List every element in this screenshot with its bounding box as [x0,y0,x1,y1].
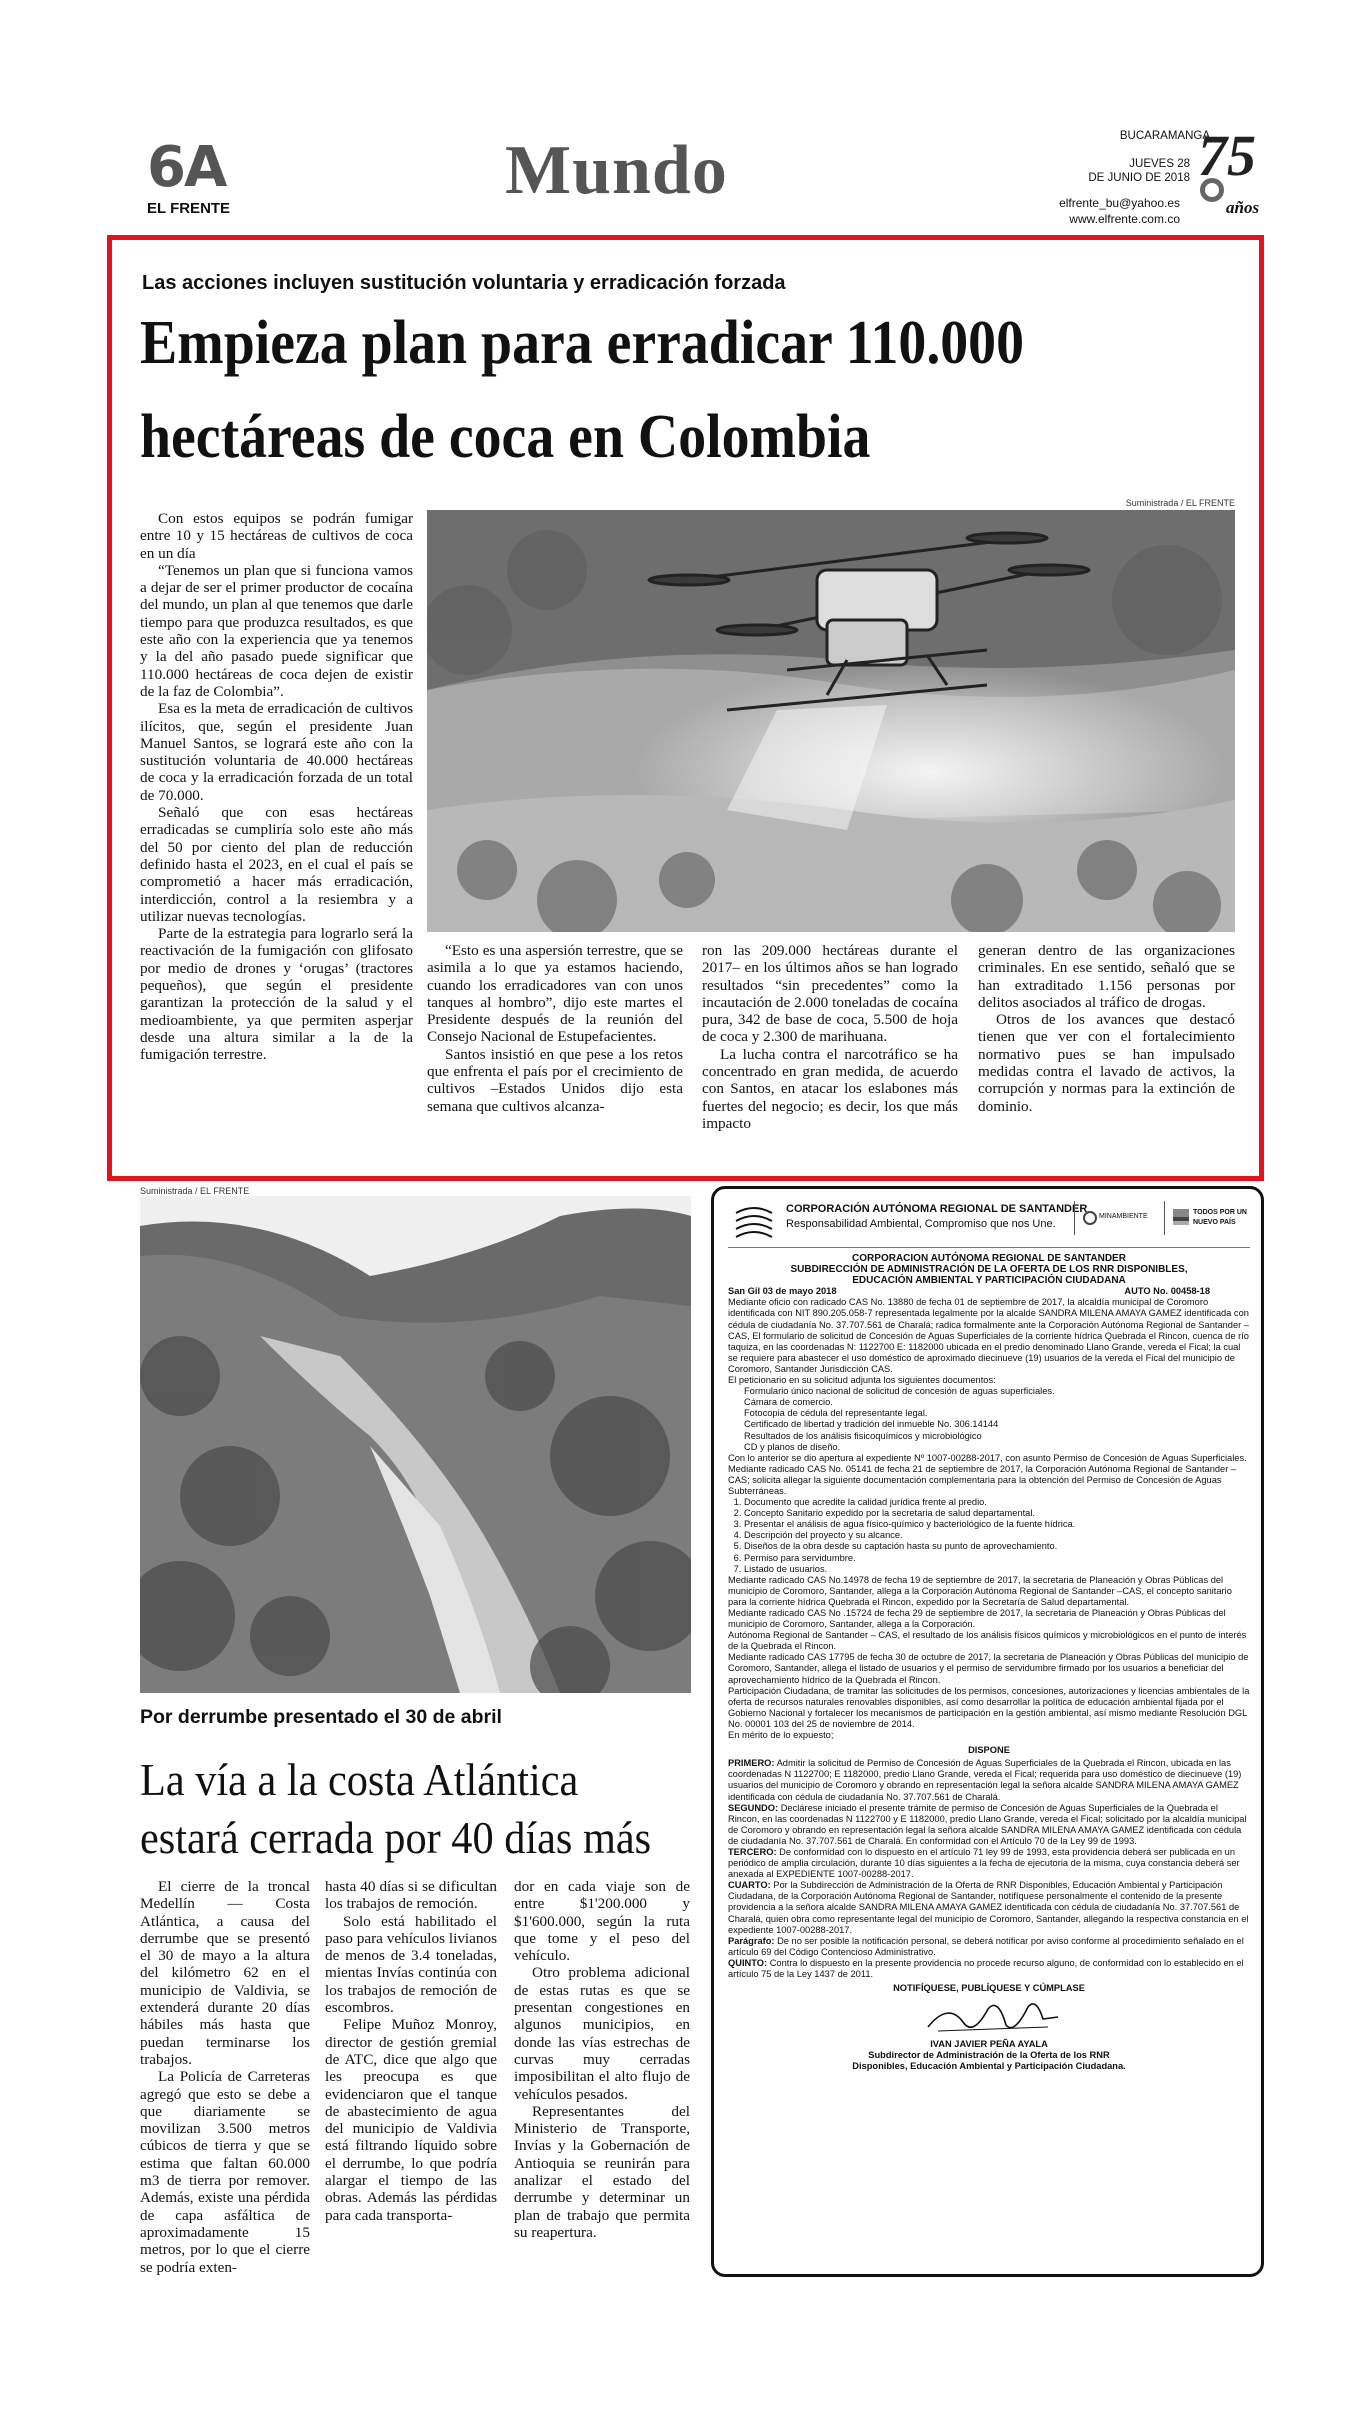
article2-column-2 [325,1878,497,2224]
article1-headline-line1: Empieza plan para erradicar 110.000 [140,309,1024,377]
list-item: CD y planos de diseño. [744,1441,841,1452]
article1-headline-line2: hectáreas de coca en Colombia [140,403,871,471]
notice-article [728,1958,1250,1980]
list-item: Fotocopia de cédula del representante legal. [744,1408,928,1419]
minambiente-icon [1083,1211,1097,1225]
article-text: Declárese iniciado el presente trámite de permiso de Concesión de Aguas Superficiales de la Quebrada el Rincon, en las coordenadas N 1122700 y E 1182000, predio Llano Grande, vereda el Fical; solicitado por la alcaldía municipal de Coromoro y obrando en representación legal la señora alcalde SANDRA MILENA AMAYA GAMEZ identificada con cédula de ciudadanía No. 37.707.561 de Charalá. En conformidad con el Artículo 70 de la Ley 99 de 1993. [728,1802,1247,1846]
notice-paragraph: Mediante oficio con radicado CAS No. 13880 de fecha 01 de septiembre de 2017, la alcaldía municipal de Coromoro identificada con NIT 890.205.058-7 representada legalmente por la alcalde SANDRA MILENA AMAYA GAMEZ identificada con cédula de ciudadanía No. 37.707.561 de Charalá; radica formalmente ante la Corporación Autónoma Regional de Santander –CAS, El formulario de solicitud de Concesión de Aguas Superficiales de la corriente hídrica Quebrada el Rincon, cuenca de río taquiza, en las coordenadas N: 1122700 E: 1182000 ubicada en el predio denominado Llano Grande, vereda el Fical; la cual se requiere para abastecer el uso doméstico de aproximado diecinueve (19) usuarios de la vereda el Fical del municipio de Coromoro, Santander Jurisdicción CAS. [728,1297,1249,1374]
notice-closing: NOTIFÍQUESE, PUBLÍQUESE Y CÚMPLASE [893,1983,1085,1994]
paragraph: dor en cada viaje son de entre $1'200.000 y $1'600.000, según la ruta que tome y el peso del vehículo. [514,1878,690,1965]
header-divider [728,1247,1250,1248]
article2-column-1 [140,1878,310,2276]
notice-dispone: DISPONE [968,1745,1010,1756]
paragraph: Otros de los avances que destacó tienen que ver con el fortalecimiento normativo pues se han impulsado medidas contra el lavado de activos, la corrupción y normas para la extinción de dominio. [978,1011,1235,1115]
article1-column-4 [978,942,1235,1115]
section-title: Mundo [505,132,728,209]
minambiente-label: MINAMBIENTE [1099,1213,1148,1220]
photo-credit: Suministrada / EL FRENTE [140,1186,250,1196]
paragraph: Felipe Muñoz Monroy, director de gestión gremial de ATC, dice que algo que les preocupa es que evidenciaron que el tanque de abastecimiento de agua del municipio de Valdivia está filtrando líquido sobre el derrumbe, lo que podría alargar el tiempo de las obras. Además las pérdidas para cada transporta- [325,2016,497,2224]
list-item: 4. Descripción del proyecto y su alcance. [744,1530,1250,1541]
article-label: PRIMERO: [728,1758,775,1769]
masthead-date-1: JUEVES 28 [1129,158,1190,170]
drone-photo [427,510,1235,932]
notice-auto-number: AUTO No. 00458-18 [1124,1286,1210,1297]
notice-paragraph: Participación Ciudadana, de tramitar las solicitudes de los permisos, concesiones, autorizaciones y licencias ambientales de la oferta de recursos naturales renovables disponibles, así como desarrollar la política de educación ambiental fijada por el Gobierno Nacional y fortalecer los mecanismos de participación en la gestión ambiental, así mismo mediante Resolución DGL No. 00001 103 del 25 de noviembre de 2014. [728,1685,1250,1729]
todos-por-un-nuevo-pais-logo [1164,1201,1254,1235]
notice-signer-title-2: Disponibles, Educación Ambiental y Participación Ciudadana. [852,2061,1126,2072]
landslide-photo-illustration [140,1196,691,1693]
flag-icon [1173,1209,1189,1225]
article2-headline-line2: estará cerrada por 40 días más [140,1812,652,1863]
signature-icon [918,1997,1068,2039]
paragraph: Esa es la meta de erradicación de cultivos ilícitos, que, según el presidente Juan Manuel Santos, se logrará este año con la sustitución voluntaria de 40.000 hectáreas de coca y la erradicación forzada de un total de 70.000. [140,700,413,804]
article-label: TERCERO: [728,1846,777,1857]
article-label: Parágrafo: [728,1935,775,1946]
article-label: CUARTO: [728,1880,771,1891]
notice-heading-2: SUBDIRECCIÓN DE ADMINISTRACIÓN DE LA OFERTA DE LOS RNR DISPONIBLES, [790,1264,1188,1276]
notice-paragraph: Con lo anterior se dio apertura al expediente Nº 1007-00288-2017, con asunto Permiso de Concesión de Aguas Superficiales. [728,1452,1247,1463]
masthead-email: elfrente_bu@yahoo.es [1059,196,1180,210]
notice-date-row [728,1286,1250,1297]
masthead-date-2: DE JUNIO DE 2018 [1088,172,1190,184]
paragraph: ron las 209.000 hectáreas durante el 2017– en los últimos años se han logrado resultados “sin precedentes” como la incautación de 2.000 toneladas de cocaína pura, 342 de base de coca, 5.500 de hoja de coca y 2.300 de marihuana. [702,942,958,1046]
article-text: Por la Subdirección de Administración de la Oferta de RNR Disponibles, Educación Ambiental y Participación Ciudadana, de la Corporación Autónoma Regional de Santander, notifíquese personalmente el contenido de la presente providencia a la señora alcalde SANDRA MILENA AMAYA GAMEZ identificada con cédula de ciudadanía No. 37.707.561 de Charalá, quien obra como representante legal del municipio de Coromoro, Santander, allegando la respectiva constancia en el expediente 1007-00288-2017. [728,1880,1249,1935]
article-text: De conformidad con lo dispuesto en el artículo 71 ley 99 de 1993, esta providencia deberá ser publicada en un periódico de amplia circulación, durante 10 días siguientes a la fecha de ejecutoria de la misma, cuya constancia deberá ser anexada al EXPEDIENTE 1007-00288-2017. [728,1846,1240,1880]
list-item: 7. Listado de usuarios. [744,1564,1250,1575]
paragraph: La Policía de Carreteras agregó que esto se debe a que diariamente se movilizan 3.500 metros cúbicos de tierra y que se estima que faltan 60.000 m3 de tierra por remover. Además, existe una pérdida de capa asfáltica de aproximadamente 15 metros, por lo que el cierre se podría exten- [140,2068,310,2276]
notice-requirements-list [744,1497,1250,1575]
anniversary-logo [1192,123,1274,218]
article-text: Contra lo dispuesto en la presente providencia no procede recurso alguno, de conformidad con lo establecido en el artículo 75 de la Ley 1437 de 2011. [728,1957,1244,1979]
list-item: Certificado de libertad y tradición del inmueble No. 306.14144 [744,1419,999,1430]
notice-paragraph: Mediante radicado CAS 17795 de fecha 30 de octubre de 2017, la secretaria de Planeación y Obras Públicas del municipio de Coromoro, Santander, allega el listado de usuarios y el permiso de servidumbre firmado por los usuarios a beneficiar del aprovechamiento hídrico de la Quebrada el Rincon. [728,1652,1249,1685]
article1-column-1 [140,510,413,1064]
masthead-city: BUCARAMANGA [1119,130,1210,142]
notice-signer-title-1: Subdirector de Administración de la Oferta de los RNR [868,2050,1110,2061]
list-item: 2. Concepto Sanitario expedido por la secretaria de salud departamental. [744,1508,1250,1519]
notice-article [728,1880,1250,1935]
notice-paragraph: El peticionario en su solicitud adjunta los siguientes documentos: [728,1375,996,1386]
article2-kicker: Por derrumbe presentado el 30 de abril [140,1706,502,1728]
paragraph: “Tenemos un plan que si funciona vamos a dejar de ser el primer productor de cocaína del mundo, un plan al que tenemos que darle tiempo para que produzca resultados, es que este año con la experiencia que ya tenemos y la del año pasado puede significar que 110.000 hectáreas de coca dejen de existir de la faz de Colombia”. [140,561,413,700]
notice-slogan: Responsabilidad Ambiental, Compromiso que nos Une. [786,1218,1056,1230]
notice-heading-3: EDUCACIÓN AMBIENTAL Y PARTICIPACIÓN CIUDADANA [852,1275,1126,1287]
paragraph: hasta 40 días si se dificultan los trabajos de remoción. [325,1878,497,1913]
anniversary-number: 75 [1198,123,1256,188]
anniversary-circle-icon [1200,178,1224,202]
page-number: 6A [147,135,226,200]
notice-paragraph: Mediante radicado CAS No .15724 de fecha 29 de septiembre de 2017, la secretaria de Planeación y Obras Públicas del municipio de Coromoro, Santander, allega a la Corporación. [728,1608,1226,1630]
list-item: Resultados de los análisis fisicoquímicos y microbiológico [744,1430,982,1441]
notice-article [728,1803,1250,1847]
article-label: SEGUNDO: [728,1802,779,1813]
paragraph: Parte de la estrategia para lograrlo será la reactivación de la fumigación con glifosato por medio de drones y ‘orugas’ (tractores pequeños), que según el presidente garantizan la protección de la salud y el medioambiente, ya que permiten asperjar desde una altura similar a la de la fumigación terrestre. [140,925,413,1064]
drone-photo-illustration [427,510,1235,932]
article-text: De no ser posible la notificación personal, se deberá notificar por aviso conforme al procedimiento señalado en el artículo 69 del Código Contencioso Administrativo. [728,1935,1244,1957]
logo-line-1: TODOS POR UN [1193,1209,1247,1216]
notice-document-list [744,1386,1250,1453]
legal-notice-box [711,1186,1264,2277]
notice-article [728,1758,1250,1802]
cas-logo-icon [732,1203,776,1243]
minambiente-logo [1074,1201,1156,1235]
logo-line-2: NUEVO PAÍS [1193,1219,1236,1226]
paragraph: El cierre de la troncal Medellín — Costa Atlántica, a causa del derrumbe que se presentó el 30 de mayo a la altura del kilómetro 62 en el municipio de Valdivia, se extenderá durante 20 días hábiles más hasta que puedan terminarse los trabajos. [140,1878,310,2068]
article1-column-3 [702,942,958,1132]
notice-paragraph: Mediante radicado CAS No.14978 de fecha 19 de septiembre de 2017, la secretaria de Planeación y Obras Públicas del municipio de Coromoro, Santander, allega a la Corporación Autónoma Regional de Santander –CAS, el concepto sanitario para la corriente hídrica Quebrada el Rincon, expedido por la Secretaría de Salud departamental. [728,1574,1232,1607]
notice-date: San Gil 03 de mayo 2018 [728,1286,837,1297]
list-item: 1. Documento que acredite la calidad jurídica frente al predio. [744,1497,1250,1508]
list-item: Formulario único nacional de solicitud de concesión de aguas superficiales. [744,1386,1055,1397]
paragraph: Solo está habilitado el paso para vehículos livianos de menos de 3.4 toneladas, mientas Invías continúa con los trabajos de remoción de escombros. [325,1912,497,2017]
paragraph: La lucha contra el narcotráfico se ha concentrado en gran medida, de acuerdo con Santos, en atacar los eslabones más fuertes del negocio; es decir, los que más impacto [702,1045,958,1132]
notice-signer: IVAN JAVIER PEÑA AYALA [930,2039,1048,2050]
photo-credit: Suministrada / EL FRENTE [1125,498,1235,508]
paragraph: Representantes del Ministerio de Transporte, Invías y la Gobernación de Antioquia se reunirán para analizar el estado del derrumbe y determinar un plan de trabajo que permita su reapertura. [514,2102,690,2241]
notice-paragraph: Mediante radicado CAS No. 05141 de fecha 21 de septiembre de 2017, la Corporación Autónoma Regional de Santander –CAS; solicita allegar la siguiente documentación complementaria para la obtención del Permiso de Concesión de Aguas Subterráneas. [728,1463,1237,1496]
notice-body [728,1253,1250,2072]
notice-article [728,1847,1250,1880]
paragraph: Señaló que con esas hectáreas erradicadas se cumpliría solo este año más del 50 por ciento del plan de reducción definido hasta el 2023, en el cual el país se comprometió a hacer más erradicación, interdicción, control a la resiembra y a utilizar nuevas tecnologías. [140,804,413,925]
paragraph: Santos insistió en que pese a los retos que enfrenta el país por el crecimiento de cultivos –Estados Unidos dijo esta semana que cultivos alcanza- [427,1045,683,1115]
landslide-photo [140,1196,691,1693]
list-item: Cámara de comercio. [744,1397,833,1408]
signature-block [728,1997,1250,2039]
list-item: 5. Diseños de la obra desde su captación hasta su punto de aprovechamiento. [744,1541,1250,1552]
notice-org: CORPORACIÓN AUTÓNOMA REGIONAL DE SANTANDER [786,1203,1088,1215]
article-label: QUINTO: [728,1957,768,1968]
notice-paragraph: Autónoma Regional de Santander – CAS, el resultado de los análisis físicos químicos y microbiológicos en el punto de interés de la Quebrada el Rincon. [728,1630,1247,1652]
list-item: 3. Presentar el análisis de agua físico-químico y bacteriológico de la fuente hídrica. [744,1519,1250,1530]
article-text: Admitir la solicitud de Permiso de Concesión de Aguas Superficiales de la Quebrada el Rincon, ubicada en las coordenadas N 1122700; E 1182000, predio Llano Grande, vereda el Fical; requerida para uso doméstico de diecinueve (19) usuarios del municipio de Coromoro y obrando en representación legal la señora alcalde SANDRA MILENA AMAYA GAMEZ identificada con cédula de ciudadanía No. 37.707.561 de Charalá. [728,1758,1242,1802]
article1-column-2 [427,942,683,1115]
anniversary-word: años [1226,198,1260,217]
notice-paragraph: En mérito de lo expuesto; [728,1730,834,1741]
notice-article [728,1936,1250,1958]
masthead-website: www.elfrente.com.co [1069,212,1180,226]
article1-kicker: Las acciones incluyen sustitución voluntaria y erradicación forzada [142,272,786,294]
list-item: 6. Permiso para servidumbre. [744,1553,1250,1564]
paragraph: generan dentro de las organizaciones criminales. En ese sentido, señaló que se han extraditado 1.156 personas por delitos asociados al tráfico de drogas. [978,942,1235,1011]
article2-column-3 [514,1878,690,2241]
paragraph: “Esto es una aspersión terrestre, que se asimila a lo que ya estamos haciendo, cuando los erradicadores van con unos tanques al hombro”, dijo este martes el Presidente después de la reunión del Consejo Nacional de Estupefacientes. [427,942,683,1046]
paragraph: Otro problema adicional de estas rutas es que se presentan congestiones en algunos municipios, en donde las vías estrechas de curvas muy cerradas imposibilitan el alto flujo de vehículos pesados. [514,1964,690,2103]
notice-heading-1: CORPORACION AUTÓNOMA REGIONAL DE SANTANDER [852,1253,1126,1264]
paragraph: Con estos equipos se podrán fumigar entre 10 y 15 hectáreas de cultivos de coca en un día [140,510,413,562]
article2-headline-line1: La vía a la costa Atlántica [140,1754,579,1805]
paper-name-small: EL FRENTE [147,200,231,217]
